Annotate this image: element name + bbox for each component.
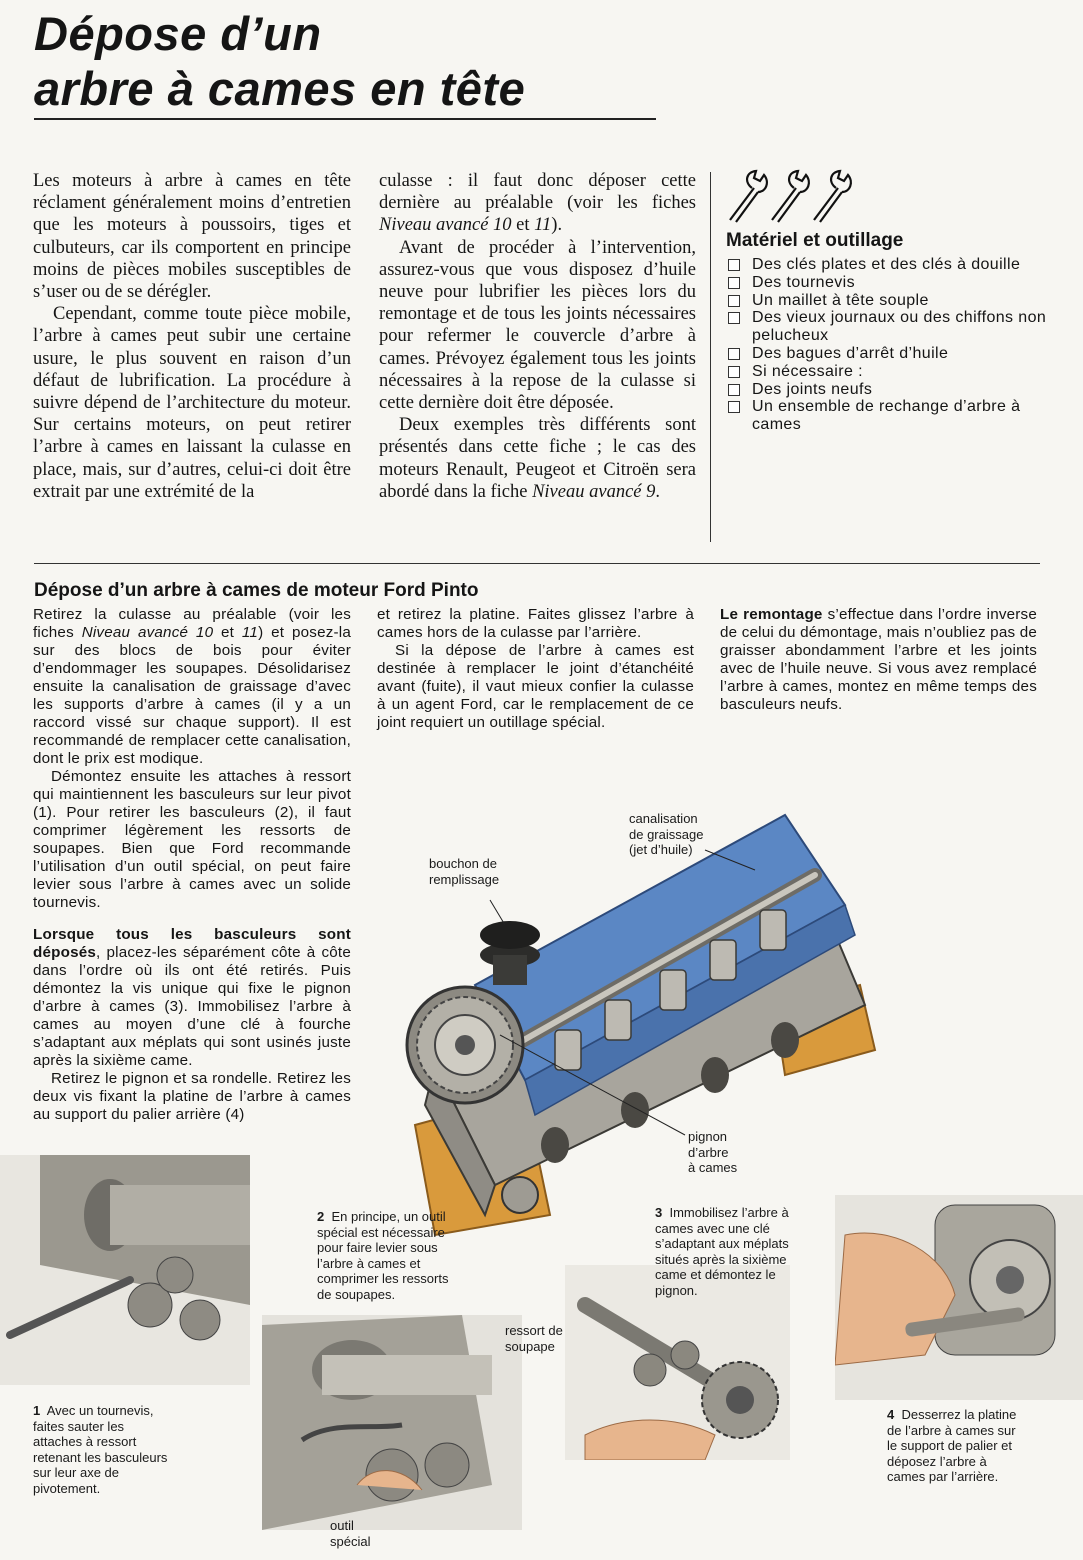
checklist-item: Un ensemble de rechange d’arbre à cames	[726, 398, 1056, 434]
checklist-item: Si nécessaire :	[726, 363, 1056, 381]
section-paragraph: Si la dépose de l’arbre à cames est destinée à remplacer le joint d’étanchéité avant (fuite), il vaut mieux confier la culasse à un agent Ford, car le remplacement de ce joint requiert un outillage spécial.	[377, 642, 694, 731]
checkbox-icon	[728, 401, 740, 413]
page-title	[34, 6, 664, 116]
checklist-item: Des vieux journaux ou des chiffons non pelucheux	[726, 309, 1056, 345]
tools-box	[726, 168, 1056, 434]
checklist-item: Des clés plates et des clés à douille	[726, 256, 1056, 274]
checkbox-icon	[728, 348, 740, 360]
section-paragraph: Lorsque tous les basculeurs sont déposés, placez-les séparément côte à côte dans l’ordre où ils ont été retirés. Puis démontez la vis unique qui fixe le pignon d’arbre à cames (3). Immobilisez l’arbre à cames au moyen d’une clé à fourche s’adaptant aux méplats qui sont usinés juste après la sixième came.	[33, 926, 351, 1069]
label-canalisation: canalisation de graissage (jet d’huile)	[629, 811, 704, 857]
section-column-1	[33, 606, 351, 1124]
tools-heading: Matériel et outillage	[726, 230, 904, 251]
section-column-2	[377, 606, 694, 732]
title-rule	[34, 118, 656, 120]
intro-column-2	[379, 170, 696, 503]
checklist-item: Des tournevis	[726, 274, 1056, 292]
checkbox-icon	[728, 295, 740, 307]
intro-column-1	[33, 170, 351, 503]
label-pignon: pignon d’arbre à cames	[688, 1129, 738, 1175]
intro-paragraph: culasse : il faut donc déposer cette dernière au préalable (voir les fiches Niveau avancé 10 et 11).	[379, 171, 696, 236]
wrenches-icon	[726, 168, 856, 224]
section-paragraph: et retirez la platine. Faites glissez l’arbre à cames hors de la culasse par l’arrière.	[377, 606, 694, 641]
title-line-1: Dépose d’un	[34, 7, 322, 60]
checklist-item: Des joints neufs	[726, 381, 1056, 399]
label-bouchon: bouchon de remplissage	[429, 856, 500, 887]
checkbox-icon	[728, 366, 740, 378]
intro-paragraph: Deux exemples très différents sont présentés dans cette fiche ; le cas des moteurs Renault, Peugeot et Citroën sera abordé dans la fiche Niveau avancé 9.	[379, 415, 696, 502]
intro-paragraph: Cependant, comme toute pièce mobile, l’arbre à cames peut subir une certaine usure, le plus souvent en raison d’un défaut de lubrification. La procédure à suivre dépend de l’architecture du moteur. Sur certains moteurs, on peut retirer l’arbre à cames en laissant la culasse en place, mais, sur d’autres, celui-ci doit être extrait par une extrémité de la	[33, 304, 351, 502]
step-2-illustration	[262, 1315, 522, 1530]
label-ressort: ressort de soupape	[505, 1323, 563, 1354]
checkbox-icon	[728, 259, 740, 271]
section-column-3	[720, 606, 1037, 714]
section-paragraph: Retirez le pignon et sa rondelle. Retirez les deux vis fixant la platine de l’arbre à cames au support du palier arrière (4)	[33, 1070, 351, 1123]
step-1-illustration	[0, 1155, 250, 1385]
checkbox-icon	[728, 384, 740, 396]
section-paragraph: Démontez ensuite les attaches à ressort qui maintiennent les basculeurs sur leur pivot (1). Pour retirer les basculeurs (2), il faut comprimer légèrement les ressorts de soupapes. Bien que Ford recommande l’utilisation d’un outil spécial, on peut faire levier sous l’arbre à cames avec un solide tournevis.	[33, 768, 351, 911]
caption-step-2: 2 En principe, un outil spécial est nécessaire pour faire levier sous l’arbre à cames et comprimer les ressorts de soupapes.	[317, 1209, 449, 1302]
caption-step-4: 4 Desserrez la platine de l’arbre à cames sur le support de palier et déposez l’arbre à cames par l’arrière.	[887, 1407, 1017, 1484]
caption-step-1: 1 Avec un tournevis, faites sauter les attaches à ressort retenant les basculeurs sur leur axe de pivotement.	[33, 1403, 168, 1496]
section-title: Dépose d’un arbre à cames de moteur Ford Pinto	[34, 580, 479, 601]
checkbox-icon	[728, 277, 740, 289]
label-outil: outil spécial	[330, 1518, 371, 1549]
section-paragraph: Retirez la culasse au préalable (voir les fiches Niveau avancé 10 et 11) et posez-la sur des blocs de bois pour éviter d’endommager les soupapes. Désolidarisez ensuite la canalisation de graissage d’avec les supports d’arbre à cames (il y a un raccord vissé sur chaque support). Il est recommandé de remplacer cette canalisation, dont le prix est modique.	[33, 606, 352, 767]
section-paragraph: Le remontage s’effectue dans l’ordre inverse de celui du démontage, mais n’oubliez pas de graisser abondamment l’arbre et les joints avec de l’huile neuve. Si vous avez remplacé l’arbre à cames, montez en même temps des basculeurs neufs.	[720, 606, 1037, 713]
checklist-item: Un maillet à tête souple	[726, 292, 1056, 310]
intro-paragraph: Avant de procéder à l’intervention, assurez-vous que vous disposez d’huile neuve pour lubrifier les pièces lors du remontage et de tous les joints nécessaires pour refermer le couvercle d’arbre à cames. Prévoyez également tous les joints nécessaires à la repose de la culasse si cette dernière doit être déposée.	[379, 237, 696, 414]
checklist-item: Des bagues d’arrêt d’huile	[726, 345, 1056, 363]
title-line-2: arbre à cames en tête	[34, 62, 526, 115]
caption-step-3: 3 Immobilisez l’arbre à cames avec une clé s’adaptant aux méplats situés après la sixième came et démontez le pignon.	[655, 1205, 789, 1298]
column-divider	[710, 172, 711, 542]
tools-checklist	[726, 256, 1056, 434]
section-rule	[34, 563, 1040, 564]
intro-paragraph: Les moteurs à arbre à cames en tête réclament généralement moins d’entretien que les moteurs à poussoirs, tiges et culbuteurs, car ils comportent en principe moins de pièces mobiles susceptibles de s’user ou de se dérégler.	[33, 171, 351, 303]
checkbox-icon	[728, 312, 740, 324]
step-4-illustration	[835, 1195, 1083, 1400]
